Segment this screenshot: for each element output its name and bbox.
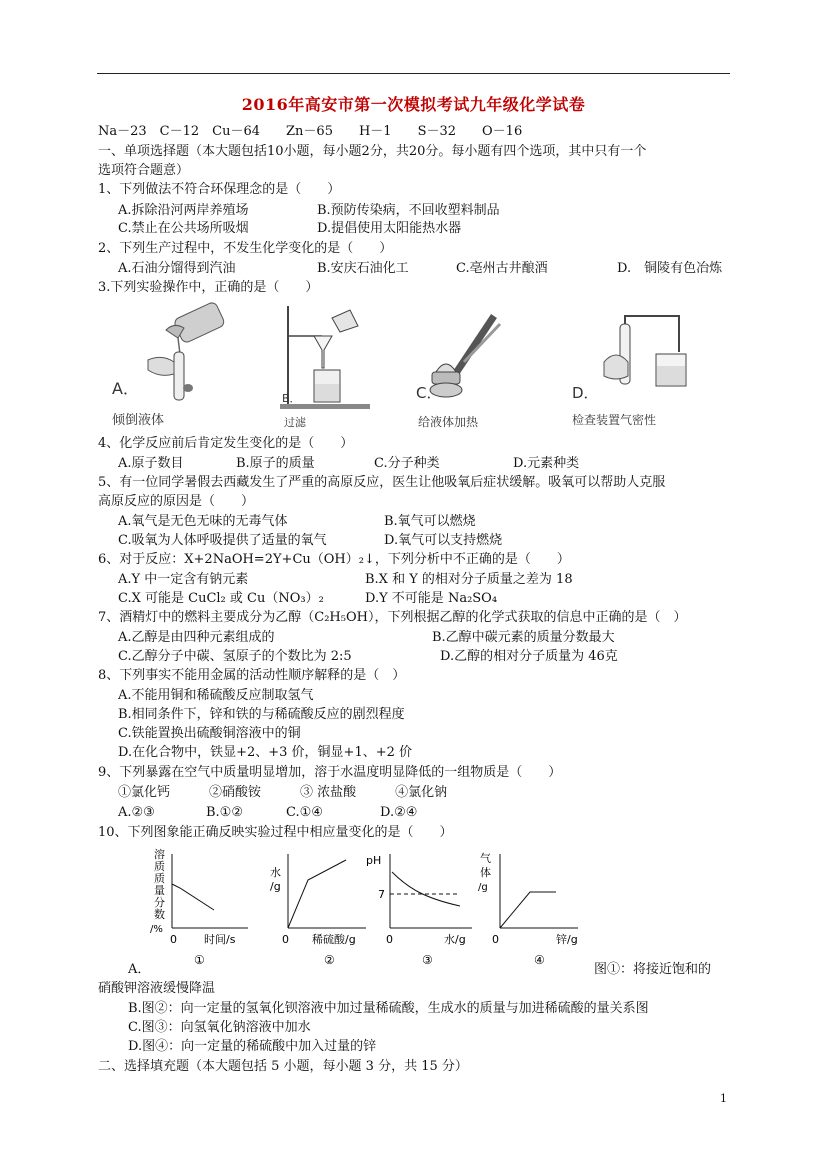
svg-text:数: 数: [154, 908, 165, 921]
q10-option-c: C.图③：向氢氧化钠溶液中加水: [128, 1020, 311, 1035]
q5-stem: 5、有一位同学暑假去西藏发生了严重的高原反应，医生让他吸氧后症状缓解。吸氧可以帮助人克服: [98, 475, 666, 490]
q9-stem: 9、下列暴露在空气中质量明显增加，溶于水温度明显降低的一组物质是（ ）: [98, 765, 562, 780]
svg-text:C．: C．: [416, 384, 442, 402]
svg-text:B．: B．: [282, 392, 301, 405]
q5-option-d: D.氧气可以支持燃烧: [384, 533, 503, 548]
section1-heading-cont: 选项符合题意）: [98, 163, 190, 178]
q9-option-b: B.①②: [206, 805, 243, 820]
svg-text:气: 气: [480, 852, 491, 865]
svg-text:质: 质: [154, 872, 165, 885]
q10-option-a-cont: 硝酸钾溶液缓慢降温: [98, 981, 216, 996]
q4-stem: 4、化学反应前后肯定发生变化的是（ ）: [98, 436, 354, 451]
q1-option-c: C.禁止在公共场所吸烟: [118, 221, 249, 236]
svg-text:倾倒液体: 倾倒液体: [112, 413, 165, 428]
q10-option-a-letter: A．: [128, 962, 151, 977]
q7-option-d: D.乙醇的相对分子质量为 46克: [440, 649, 618, 664]
q6-option-b: B.X 和 Y 的相对分子质量之差为 18: [365, 572, 573, 587]
svg-text:质: 质: [154, 860, 165, 873]
q9-option-c: C.①④: [286, 805, 323, 820]
q4-option-d: D.元素种类: [513, 456, 580, 471]
q7-option-b: B.乙醇中碳元素的质量分数最大: [432, 630, 615, 645]
atomic-masses: Na－23 C－12 Cu－64 Zn－65 H－1 S－32 O－16: [98, 124, 523, 139]
q1-option-d: D.提倡使用太阳能热水器: [317, 221, 462, 236]
svg-text:给液体加热: 给液体加热: [418, 415, 479, 429]
q5-option-b: B.氧气可以燃烧: [384, 514, 476, 529]
svg-text:/g: /g: [270, 880, 281, 893]
svg-text:pH: pH: [366, 854, 382, 867]
q5-option-a: A.氧气是无色无味的无毒气体: [118, 514, 288, 529]
svg-text:D．: D．: [572, 384, 599, 402]
svg-text:溶: 溶: [154, 848, 165, 861]
svg-text:分: 分: [154, 896, 165, 909]
q3-image-airtight: [568, 302, 698, 432]
q6-option-c: C.X 可能是 CuCl₂ 或 Cu（NO₃）₂: [118, 591, 324, 606]
svg-text:A．: A．: [112, 379, 139, 398]
svg-text:稀硫酸/g: 稀硫酸/g: [312, 933, 356, 946]
q10-graph-2: [262, 848, 372, 966]
q5-stem-cont: 高原反应的原因是（ ）: [98, 494, 255, 509]
svg-text:水: 水: [270, 866, 281, 879]
q4-option-b: B.原子的质量: [236, 456, 315, 471]
header-rule: [97, 73, 730, 74]
page-title: 2016年高安市第一次模拟考试九年级化学试卷: [241, 95, 586, 114]
page-number: 1: [720, 1092, 727, 1105]
svg-text:④: ④: [534, 953, 545, 966]
q6-stem: 6、对于反应：X+2NaOH=2Y+Cu（OH）₂↓，下列分析中不正确的是（ ）: [98, 552, 570, 567]
q9-items: ①氯化钙 ②硝酸铵 ③ 浓盐酸 ④氯化钠: [118, 785, 448, 800]
svg-text:水/g: 水/g: [444, 933, 466, 946]
q3-image-heating: [410, 302, 520, 432]
q8-option-d: D.在化合物中，铁显+2、+3 价，铜显+1、+2 价: [118, 745, 413, 760]
svg-text:①: ①: [194, 953, 205, 966]
q3-image-filtration: [278, 302, 378, 432]
q2-option-c: C.亳州古井酿酒: [456, 261, 548, 276]
svg-text:③: ③: [422, 953, 433, 966]
svg-text:/%: /%: [150, 924, 163, 935]
q3-image-pouring: [108, 302, 238, 432]
svg-text:检查装置气密性: 检查装置气密性: [572, 413, 657, 427]
q2-option-d: D. 铜陵有色冶炼: [617, 261, 723, 276]
q10-option-b: B.图②：向一定量的氢氧化钡溶液中加过量稀硫酸，生成水的质量与加进稀硫酸的量关系图: [128, 1001, 649, 1016]
q2-option-a: A.石油分馏得到汽油: [118, 261, 236, 276]
q7-stem: 7、酒精灯中的燃料主要成分为乙醇（C₂H₅OH），下列根据乙醇的化学式获取的信息中正确的是（ ）: [98, 610, 687, 625]
q8-option-b: B.相同条件下，锌和铁的与稀硫酸反应的剧烈程度: [118, 707, 405, 722]
q8-stem: 8、下列事实不能用金属的活动性顺序解释的是（ ）: [98, 668, 406, 683]
q2-stem: 2、下列生产过程中，不发生化学变化的是（ ）: [98, 241, 393, 256]
q7-option-a: A.乙醇是由四种元素组成的: [118, 630, 275, 645]
q8-option-a: A.不能用铜和稀硫酸反应制取氢气: [118, 688, 314, 703]
q10-graph-1: [148, 848, 278, 966]
q6-option-a: A.Y 中一定含有钠元素: [118, 572, 249, 587]
q1-option-b: B.预防传染病，不回收塑料制品: [317, 203, 500, 218]
q9-option-d: D.②④: [380, 805, 418, 820]
q1-stem: 1、下列做法不符合环保理念的是（ ）: [98, 182, 341, 197]
svg-text:0: 0: [282, 933, 289, 946]
q10-graph-4: [478, 848, 588, 966]
q6-option-d: D.Y 不可能是 Na₂SO₄: [365, 591, 498, 606]
q10-graph-3: [364, 848, 476, 966]
q4-option-c: C.分子种类: [374, 456, 440, 471]
q10-option-a-text: 图①：将接近饱和的: [594, 962, 712, 977]
svg-text:量: 量: [154, 884, 165, 897]
svg-text:过滤: 过滤: [284, 416, 306, 429]
svg-text:0: 0: [386, 933, 393, 946]
q10-option-d: D.图④：向一定量的稀硫酸中加入过量的锌: [128, 1039, 377, 1054]
section1-heading: 一、单项选择题（本大题包括10小题，每小题2分，共20分。每小题有四个选项，其中只有一个: [98, 144, 647, 159]
q8-option-c: C.铁能置换出硫酸铜溶液中的铜: [118, 726, 301, 741]
q9-option-a: A.②③: [118, 805, 155, 820]
section2-heading: 二、选择填充题（本大题包括 5 小题，每小题 3 分，共 15 分）: [98, 1059, 468, 1074]
svg-text:②: ②: [324, 953, 335, 966]
svg-text:锌/g: 锌/g: [556, 933, 578, 946]
q10-stem: 10、下列图象能正确反映实验过程中相应量变化的是（ ）: [98, 825, 453, 840]
svg-text:0: 0: [170, 933, 177, 946]
q4-option-a: A.原子数目: [118, 456, 184, 471]
svg-text:/g: /g: [478, 882, 488, 893]
q3-stem: 3.下列实验操作中，正确的是（ ）: [98, 280, 319, 295]
q5-option-c: C.吸氧为人体呼吸提供了适量的氧气: [118, 533, 327, 548]
svg-text:体: 体: [480, 866, 491, 879]
svg-text:7: 7: [378, 888, 385, 901]
svg-text:时间/s: 时间/s: [204, 933, 236, 946]
svg-text:0: 0: [492, 933, 499, 946]
q2-option-b: B.安庆石油化工: [317, 261, 409, 276]
q1-option-a: A.拆除沿河两岸养殖场: [118, 203, 249, 218]
q7-option-c: C.乙醇分子中碳、氢原子的个数比为 2:5: [118, 649, 352, 664]
